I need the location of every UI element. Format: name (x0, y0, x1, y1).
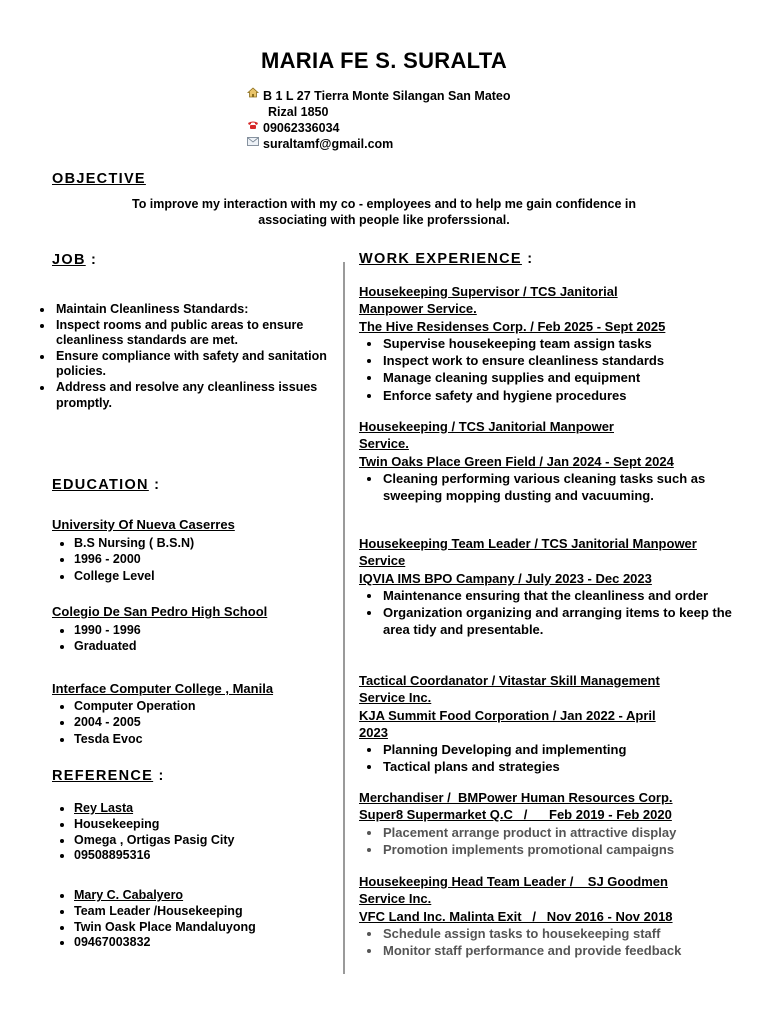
job-heading-line: Twin Oaks Place Green Field / Jan 2024 - Sept 2024 (359, 453, 674, 469)
list-item: • Inspect rooms and public areas to ensure cleanliness standards are met. (54, 318, 354, 349)
list-item: • Ensure compliance with safety and sanitation policies. (54, 349, 354, 380)
reference-list (54, 888, 256, 951)
list-item: • Cleaning performing various cleaning tasks such as sweeping mopping dusting and vacuuming. (382, 470, 722, 505)
list-item: • Graduated (74, 638, 141, 654)
job-duties (359, 824, 749, 859)
list-item: • Monitor staff performance and provide feedback (382, 942, 722, 959)
objective-title: OBJECTIVE (52, 171, 146, 187)
work-entry (359, 873, 749, 959)
list-item: • Address and resolve any cleanliness issues promptly. (54, 380, 354, 411)
house-icon (246, 87, 260, 104)
job-heading-line: Service. (359, 436, 409, 452)
list-item: • 1990 - 1996 (74, 622, 141, 638)
job-duties (359, 335, 749, 404)
objective-heading (52, 171, 146, 187)
school-name: University Of Nueva Caserres (52, 517, 235, 532)
job-heading-line: Housekeeping Head Team Leader / SJ Goodmen (359, 874, 668, 889)
envelope-icon (246, 136, 260, 152)
list-item: • Housekeeping (74, 817, 234, 833)
school-details (54, 622, 141, 655)
list-item: • Placement arrange product in attractive display (382, 824, 749, 841)
job-heading-line: The Hive Residenses Corp. / Feb 2025 - Sept 2025 (359, 318, 666, 334)
email-row (246, 136, 511, 152)
phone-row (246, 120, 511, 136)
list-item: • B.S Nursing ( B.S.N) (74, 535, 194, 551)
list-item: • Maintenance ensuring that the cleanliness and order (382, 587, 742, 604)
work-entry (359, 789, 749, 858)
email-address: suraltamf@gmail.com (263, 137, 394, 151)
list-item: • 09467003832 (74, 935, 256, 951)
contact-block (246, 87, 511, 152)
list-item: • 2004 - 2005 (74, 714, 196, 730)
work-entry (359, 535, 749, 639)
objective-line1: To improve my interaction with my co - employees and to help me gain confidence in (131, 197, 637, 211)
telephone-icon (246, 120, 260, 136)
objective-line2: associating with people like proferssional. (258, 213, 510, 227)
job-heading-line: Housekeeping / TCS Janitorial Manpower (359, 419, 614, 434)
list-item: • 1996 - 2000 (74, 551, 194, 567)
education-heading: EDUCATION : (52, 477, 161, 493)
job-heading-line: Housekeeping Supervisor / TCS Janitorial (359, 284, 618, 299)
list-item: • Enforce safety and hygiene procedures (382, 387, 749, 404)
objective-text (100, 196, 668, 228)
job-duties (359, 741, 749, 776)
resume-name: MARIA FE S. SURALTA (260, 48, 508, 73)
list-item: • Planning Developing and implementing (382, 741, 749, 758)
job-duties (359, 925, 722, 960)
job-heading-line: Housekeeping Team Leader / TCS Janitorial Manpower (359, 536, 697, 551)
school-name: Interface Computer College , Manila (52, 681, 274, 696)
work-entry (359, 672, 749, 776)
reference-name: • Mary C. Cabalyero (74, 888, 256, 904)
job-heading-line: Tactical Coordanator / Vitastar Skill Management (359, 673, 660, 688)
work-experience-title: WORK EXPERIENCE (359, 251, 522, 267)
list-item: • College Level (74, 568, 194, 584)
reference-name: • Rey Lasta (74, 801, 234, 817)
school-details (54, 535, 194, 584)
job-heading-line: Service (359, 553, 406, 569)
list-item: • Twin Oask Place Mandaluyong (74, 920, 256, 936)
phone-number: 09062336034 (263, 121, 340, 135)
job-duties (359, 587, 742, 639)
list-item: • Inspect work to ensure cleanliness standards (382, 352, 749, 369)
job-heading-line: Service Inc. (359, 891, 432, 907)
job-heading-line: Manpower Service. (359, 301, 477, 317)
job-heading-line: KJA Summit Food Corporation / Jan 2022 - April (359, 707, 656, 723)
list-item: • Manage cleaning supplies and equipment (382, 369, 749, 386)
work-entry (359, 418, 749, 504)
job-heading-line: Super8 Supermarket Q.C / Feb 2019 - Feb 2020 (359, 807, 672, 823)
address-line2: Rizal 1850 (268, 105, 329, 119)
list-item: • Promotion implements promotional campaigns (382, 841, 749, 858)
job-heading-line: Merchandiser / BMPower Human Resources Corp. (359, 790, 673, 805)
job-title: JOB (52, 252, 86, 268)
job-heading-line: 2023 (359, 724, 388, 740)
work-entry (359, 283, 749, 404)
reference-list (54, 801, 234, 864)
list-item: • Supervise housekeeping team assign tasks (382, 335, 749, 352)
job-heading-line: IQVIA IMS BPO Campany / July 2023 - Dec 2023 (359, 570, 652, 586)
job-heading-line: VFC Land Inc. Malinta Exit / Nov 2016 - Nov 2018 (359, 908, 673, 924)
address-line1: B 1 L 27 Tierra Monte Silangan San Mateo (263, 88, 511, 103)
reference-title: REFERENCE (52, 768, 154, 784)
list-item: • Organization organizing and arranging items to keep the area tidy and presentable. (382, 604, 742, 639)
reference-heading: REFERENCE : (52, 768, 165, 784)
school-name: Colegio De San Pedro High School (52, 604, 268, 619)
list-item: • Omega , Ortigas Pasig City (74, 833, 234, 849)
job-heading: JOB : (52, 252, 98, 268)
list-item: • Computer Operation (74, 698, 196, 714)
job-heading-line: Service Inc. (359, 690, 432, 706)
job-list (34, 302, 354, 411)
work-experience-heading: WORK EXPERIENCE : (359, 251, 534, 267)
list-item: • Schedule assign tasks to housekeeping staff (382, 925, 722, 942)
list-item: • Tactical plans and strategies (382, 758, 749, 775)
address-row (246, 87, 511, 104)
list-item: • Tesda Evoc (74, 731, 196, 747)
list-item: • Maintain Cleanliness Standards: (54, 302, 354, 318)
job-duties (359, 470, 722, 505)
education-title: EDUCATION (52, 477, 149, 493)
school-details (54, 698, 196, 747)
list-item: • Team Leader /Housekeeping (74, 904, 256, 920)
list-item: • 09508895316 (74, 848, 234, 864)
